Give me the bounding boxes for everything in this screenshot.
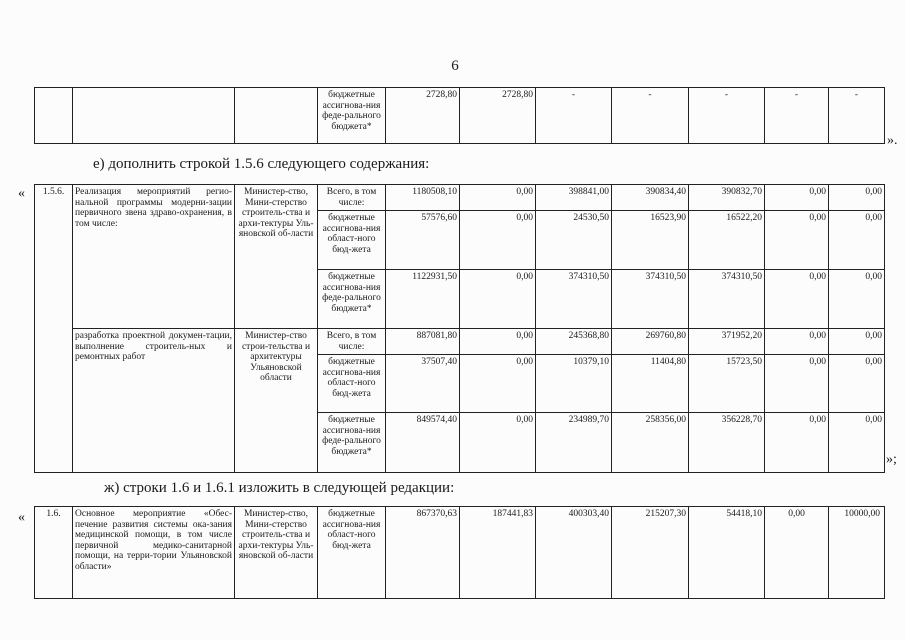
cell-source: бюджетные ассигнова-ния феде-рального бюджета*: [318, 270, 386, 329]
cell-value: 0,00: [765, 329, 829, 355]
cell-org: [235, 88, 318, 144]
cell-value: 269760,80: [612, 329, 689, 355]
cell-value: 57576,60: [386, 211, 460, 270]
cell-value: 0,00: [460, 413, 536, 473]
cell-value: 258356,00: [612, 413, 689, 473]
cell-value: 390832,70: [689, 185, 765, 211]
cell-value: 10379,10: [536, 355, 612, 413]
close-quote: ».: [887, 133, 898, 148]
cell-value: 245368,80: [536, 329, 612, 355]
cell-source: бюджетные ассигнова-ния област-ного бюд-жета: [318, 355, 386, 413]
open-quote: «: [18, 186, 25, 201]
cell-value: -: [536, 88, 612, 144]
cell-value: 24530,50: [536, 211, 612, 270]
cell-value: -: [829, 88, 885, 144]
cell-value: 0,00: [829, 211, 885, 270]
cell-value: 374310,50: [689, 270, 765, 329]
cell-value: 0,00: [765, 185, 829, 211]
table-row: [35, 329, 885, 355]
cell-source: бюджетные ассигнова-ния област-ного бюд-жета: [318, 211, 386, 270]
close-quote: »;: [886, 452, 897, 467]
cell-value: 11404,80: [612, 355, 689, 413]
cell-org: Министер-ство, Мини-стерство строитель-ства и архи-тектуры Уль-яновской об-ласти: [235, 185, 318, 329]
cell-value: 16522,20: [689, 211, 765, 270]
cell-source: Всего, в том числе:: [318, 185, 386, 211]
caption-zh: ж) строки 1.6 и 1.6.1 изложить в следующей редакции:: [104, 480, 455, 496]
table-row-16: [34, 506, 885, 599]
cell-value: 0,00: [460, 185, 536, 211]
cell-value: 390834,40: [612, 185, 689, 211]
cell-value: 15723,50: [689, 355, 765, 413]
cell-value: 371952,20: [689, 329, 765, 355]
cell-value: 849574,40: [386, 413, 460, 473]
cell-org: Министер-ство строи-тельства и архитектуры Ульяновской области: [235, 329, 318, 473]
cell-value: 398841,00: [536, 185, 612, 211]
cell-name: Основное мероприятие «Обес-печение развития системы ока-зания медицинской помощи, в том числе первичной медико-санитарной помощи, на терри-тории Ульяновской области»: [73, 507, 235, 599]
table-row-156: [34, 184, 885, 473]
table-continuation: [34, 87, 885, 144]
table-row: [35, 88, 885, 144]
cell-value: 400303,40: [536, 507, 612, 599]
cell-name: [73, 88, 235, 144]
cell-name: разработка проектной докумен-тации, выполнение строитель-ных и ремонтных работ: [73, 329, 235, 473]
cell-value: -: [612, 88, 689, 144]
cell-code: 1.5.6.: [35, 185, 73, 473]
cell-name: Реализация мероприятий регио-нальной программы модерни-зации первичного звена здраво-охранения, в том числе:: [73, 185, 235, 329]
open-quote: «: [18, 510, 25, 525]
cell-value: 374310,50: [612, 270, 689, 329]
cell-value: 10000,00: [829, 507, 885, 599]
cell-value: 0,00: [829, 270, 885, 329]
page-number: 6: [451, 58, 459, 74]
caption-e: е) дополнить строкой 1.5.6 следующего содержания:: [93, 156, 430, 172]
cell-value: 0,00: [829, 355, 885, 413]
table-row: [35, 185, 885, 211]
cell-value: 0,00: [765, 355, 829, 413]
cell-value: 2728,80: [386, 88, 460, 144]
table-row: [35, 507, 885, 599]
cell-value: 0,00: [765, 507, 829, 599]
cell-value: 0,00: [460, 329, 536, 355]
cell-value: 0,00: [765, 270, 829, 329]
cell-value: 0,00: [765, 413, 829, 473]
cell-value: 0,00: [829, 185, 885, 211]
cell-source: бюджетные ассигнова-ния област-ного бюд-жета: [318, 507, 386, 599]
cell-value: 187441,83: [460, 507, 536, 599]
cell-value: -: [765, 88, 829, 144]
cell-source: бюджетные ассигнова-ния феде-рального бюджета*: [318, 413, 386, 473]
cell-code: [35, 88, 73, 144]
cell-value: 0,00: [829, 329, 885, 355]
cell-source: бюджетные ассигнова-ния феде-рального бюджета*: [318, 88, 386, 144]
cell-source: Всего, в том числе:: [318, 329, 386, 355]
cell-value: 0,00: [829, 413, 885, 473]
cell-value: 234989,70: [536, 413, 612, 473]
cell-value: 37507,40: [386, 355, 460, 413]
cell-value: 374310,50: [536, 270, 612, 329]
cell-value: 0,00: [765, 211, 829, 270]
cell-value: -: [689, 88, 765, 144]
cell-value: 0,00: [460, 355, 536, 413]
cell-value: 16523,90: [612, 211, 689, 270]
cell-code: 1.6.: [35, 507, 73, 599]
cell-value: 1122931,50: [386, 270, 460, 329]
cell-value: 887081,80: [386, 329, 460, 355]
cell-value: 54418,10: [689, 507, 765, 599]
cell-value: 867370,63: [386, 507, 460, 599]
cell-value: 2728,80: [460, 88, 536, 144]
cell-value: 215207,30: [612, 507, 689, 599]
cell-value: 0,00: [460, 211, 536, 270]
cell-org: Министер-ство, Мини-стерство строитель-ства и архи-тектуры Уль-яновской об-ласти: [235, 507, 318, 599]
cell-value: 1180508,10: [386, 185, 460, 211]
cell-value: 0,00: [460, 270, 536, 329]
cell-value: 356228,70: [689, 413, 765, 473]
